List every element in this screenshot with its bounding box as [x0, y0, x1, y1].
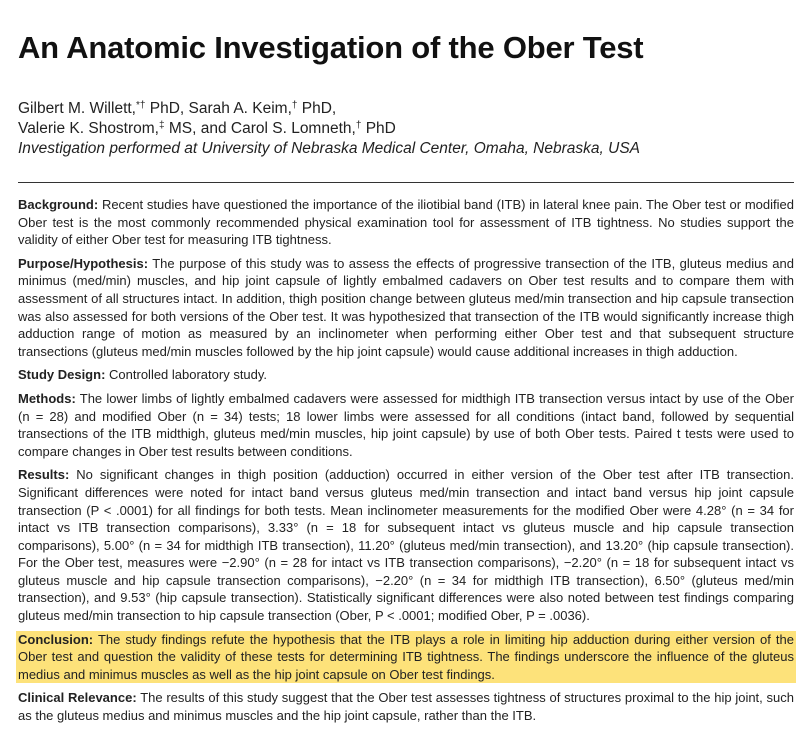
- section-text: The study findings refute the hypothesis that the ITB plays a role in limiting hip adduction during either version of the Ober test and question the validity of these tests for determining ITB tightness. The findings underscore the influence of the gluteus medius and minimus muscles as well as the hip joint capsule on Ober test findings.: [18, 631, 794, 682]
- section-divider: [18, 182, 794, 183]
- abstract-background: [18, 196, 794, 249]
- author-name: Gilbert M. Willett,: [18, 100, 136, 117]
- abstract-results: [18, 466, 794, 624]
- section-label: Methods:: [18, 390, 76, 406]
- section-text: No significant changes in thigh position (adduction) occurred in either version of the Ober test after ITB transection. Significant differences were noted for intact band versus gluteus med/min transection and intact band versus hip joint capsule transection (P < .0001) for all findings for both tests. Mean inclinometer measurements for the modified Ober were 4.28° (n = 34 for intact vs ITB transection comparisons), 3.33° (n = 18 for subsequent intact vs gluteus muscle and hip capsule transection comparisons), 5.00° (n = 34 for midthigh ITB transection), 11.20° (gluteus med/min transection), and 13.20° (hip capsule transection). For the Ober test, measures were −2.90° (n = 28 for intact vs ITB transection comparisons), −2.20° (n = 18 for subsequent intact vs gluteus muscle and hip capsule transection comparisons), −2.20° (n = 34 for midthigh ITB transection), 6.50° (gluteus med/min transection), and 9.53° (hip capsule transection). Statistically significant differences were also noted between test findings comparing gluteus med/min transection to hip capsule transection (Ober, P < .0001; modified Ober, P = .0036).: [18, 467, 794, 624]
- author-line-1: [18, 99, 794, 119]
- abstract-study-design: [18, 366, 794, 384]
- author-degree: MS, and Carol S. Lomneth,: [164, 120, 356, 137]
- author-line-2: [18, 119, 794, 139]
- abstract-purpose: [18, 255, 794, 361]
- institution-line: Investigation performed at University of Nebraska Medical Center, Omaha, Nebraska, USA: [18, 140, 640, 157]
- author-affiliation-mark: *†: [135, 100, 146, 111]
- author-affiliation-mark: †: [355, 120, 362, 131]
- author-degree: PhD, Sarah A. Keim,: [145, 100, 292, 117]
- section-label: Clinical Relevance:: [18, 690, 137, 706]
- section-label: Conclusion:: [18, 631, 94, 647]
- abstract-conclusion-highlighted: [16, 631, 796, 684]
- author-block: [18, 99, 794, 159]
- author-name: Valerie K. Shostrom,: [18, 120, 159, 137]
- section-text: The purpose of this study was to assess the effects of progressive transection of the ITB, gluteus medius and minimus (med/min) muscles, and hip joint capsule of lightly embalmed cadavers on Ober test results and to compare them with assessment of all structures intact. In addition, thigh position change between gluteus med/min transection and hip capsule transection was also assessed for both versions of the Ober test. It was hypothesized that transection of the ITB would significantly increase thigh adduction range of motion as measured by an inclinometer when performing either Ober test and that subsequent structure transections (gluteus med/min muscles followed by the hip joint capsule) would cause additional increases in thigh adduction.: [18, 255, 794, 359]
- section-text: The lower limbs of lightly embalmed cadavers were assessed for midthigh ITB transection versus intact by use of the Ober (n = 28) and modified Ober (n = 34) tests; 18 lower limbs were assessed for all conditions (intact band, followed by sequential transections of the ITB midthigh, gluteus med/min muscles, hip joint capsule) by use of both Ober tests. Paired t tests were used to compare changes in Ober test results between conditions.: [18, 390, 794, 459]
- section-label: Background:: [18, 197, 99, 212]
- section-label: Purpose/Hypothesis:: [18, 255, 149, 271]
- abstract-clinical-relevance: [18, 689, 794, 724]
- abstract: [18, 196, 794, 731]
- section-text: Controlled laboratory study.: [109, 367, 268, 383]
- author-degree: PhD,: [297, 100, 337, 117]
- section-label: Results:: [18, 467, 70, 483]
- section-text: The results of this study suggest that the Ober test assesses tightness of structures proximal to the hip joint, such as the gluteus medius and minimus muscles and the hip joint capsule, rather than the ITB.: [18, 690, 794, 724]
- author-affiliation-mark: ‡: [159, 120, 165, 131]
- article-title: An Anatomic Investigation of the Ober Test: [18, 30, 644, 65]
- section-text: Recent studies have questioned the importance of the iliotibial band (ITB) in lateral knee pain. The Ober test or modified Ober test is the most commonly recommended physical examination tool for assessment of ITB tightness. No studies support the validity of either Ober test for measuring ITB tightness.: [18, 197, 794, 248]
- section-label: Study Design:: [18, 367, 106, 383]
- author-affiliation-mark: †: [291, 100, 298, 111]
- abstract-methods: [18, 390, 794, 460]
- author-degree: PhD: [361, 120, 396, 137]
